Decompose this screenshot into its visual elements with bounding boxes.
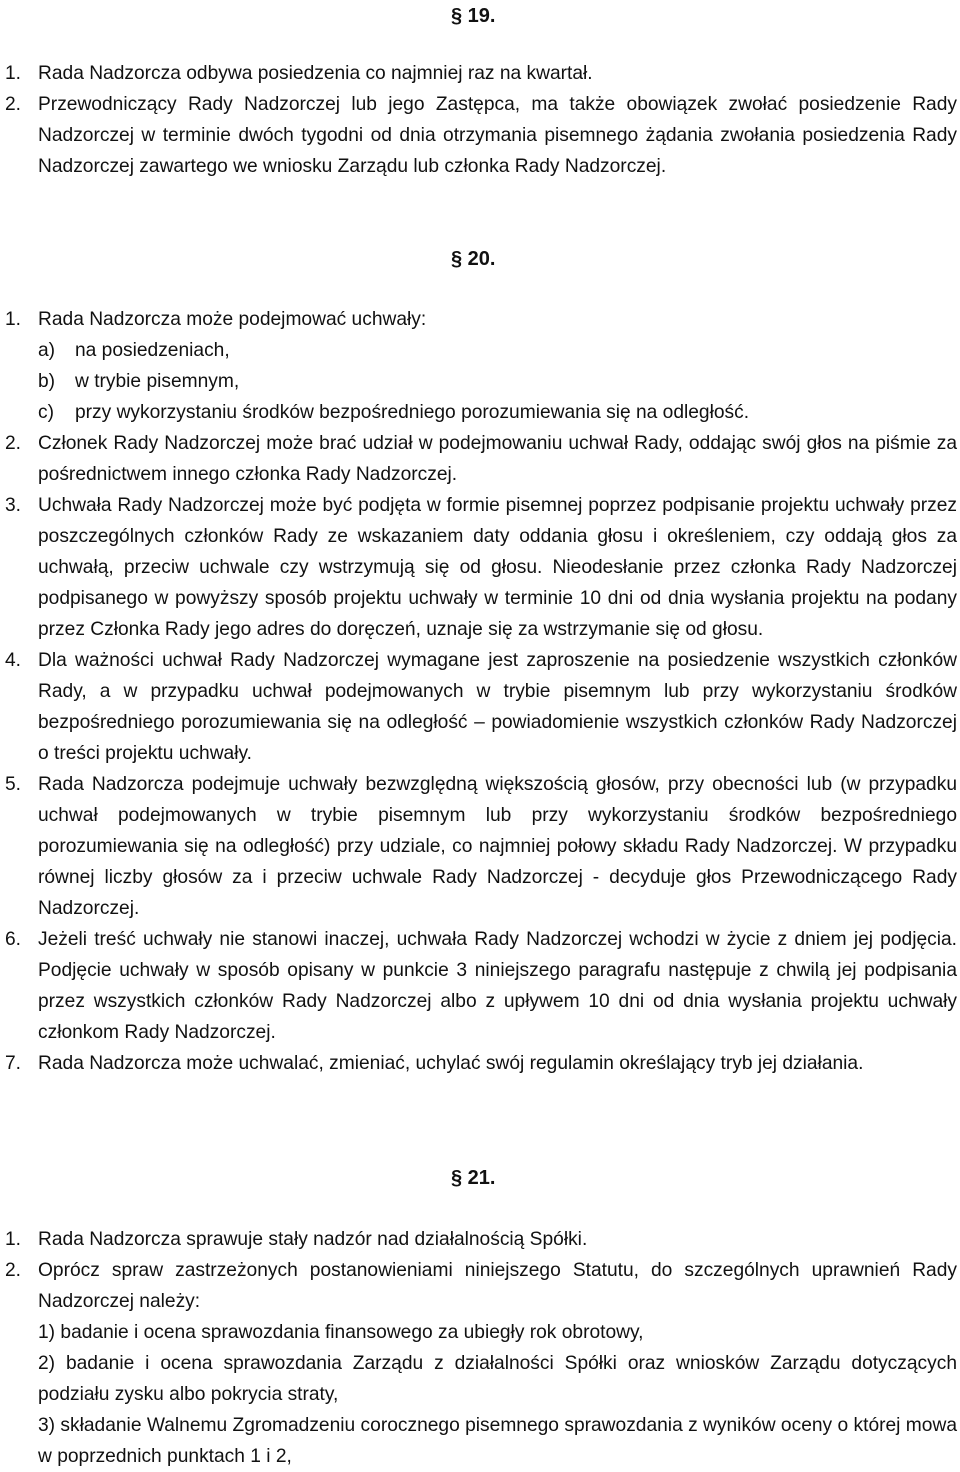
s20-item-6-number: 6. — [5, 929, 22, 950]
section-20-body — [5, 304, 957, 1079]
section-21-body — [5, 1224, 957, 1472]
s21-item-2 — [5, 1255, 957, 1317]
s21-item-2-number: 2. — [5, 1260, 22, 1281]
s21-point-3 — [5, 1410, 957, 1472]
s20-sub-c-text: przy wykorzystaniu środków bezpośredniego porozumiewania się na odległość. — [75, 402, 750, 423]
s20-sub-a — [5, 335, 957, 366]
s19-item-1 — [5, 58, 957, 89]
s19-item-1-text: Rada Nadzorcza odbywa posiedzenia co najmniej raz na kwartał. — [38, 63, 593, 84]
s20-item-5-text: Rada Nadzorcza podejmuje uchwały bezwzględną większością głosów, przy obecności lub (w przypadku uchwał podejmowanych w trybie pisemnym lub przy wykorzystaniu środków bezpośredniego porozumiewania się na odległość) przy udziale, co najmniej połowy składu Rady Nadzorczej. W przypadku równej liczby głosów za i przeciw uchwale Rady Nadzorczej - decyduje głos Przewodniczącego Rady Nadzorczej. — [38, 774, 957, 919]
s20-item-5 — [5, 769, 957, 924]
s21-point-2-text: 2) badanie i ocena sprawozdania Zarządu z działalności Spółki oraz wniosków Zarządu dotyczących podziału zysku albo pokrycia straty, — [38, 1353, 957, 1405]
s21-point-2 — [5, 1348, 957, 1410]
s19-item-1-number: 1. — [5, 63, 22, 84]
section-19-heading: § 19. — [451, 5, 496, 27]
s20-item-3-text: Uchwała Rady Nadzorczej może być podjęta w formie pisemnej poprzez podpisanie projektu uchwały przez poszczególnych członków Rady ze wskazaniem daty oddania głosu i określeniem, czy oddają głos za uchwałą, przeciw uchwale czy wstrzymują się od głosu. Nieodesłanie przez członka Rady Nadzorczej podpisanego w powyższy sposób projektu uchwały w terminie 10 dni od dnia wysłania projektu na podany przez Członka Rady jego adres do doręczeń, uznaje się za wstrzymanie się od głosu. — [38, 495, 957, 640]
section-20-heading: § 20. — [451, 248, 496, 270]
s20-item-2-number: 2. — [5, 433, 22, 454]
s21-point-3-text: 3) składanie Walnemu Zgromadzeniu corocznego pisemnego sprawozdania z wyników oceny o której mowa w poprzednich punktach 1 i 2, — [38, 1415, 957, 1467]
s20-sub-b-label: b) — [38, 371, 56, 392]
s20-item-3 — [5, 490, 957, 645]
s20-sub-c-label: c) — [38, 402, 54, 423]
s20-item-4-number: 4. — [5, 650, 22, 671]
s21-point-1-text: 1) badanie i ocena sprawozdania finansowego za ubiegły rok obrotowy, — [38, 1322, 644, 1343]
s20-item-6-text: Jeżeli treść uchwały nie stanowi inaczej, uchwała Rady Nadzorczej wchodzi w życie z dniem jej podjęcia. Podjęcie uchwały w sposób opisany w punkcie 3 niniejszego paragrafu następuje z chwilą jej podpisania przez wszystkich członków Rady Nadzorczej albo z upływem 10 dni od dnia wysłania projektu uchwały członkom Rady Nadzorczej. — [38, 929, 957, 1043]
s21-item-1 — [5, 1224, 957, 1255]
s20-item-2-text: Członek Rady Nadzorczej może brać udział w podejmowaniu uchwał Rady, oddając swój głos na piśmie za pośrednictwem innego członka Rady Nadzorczej. — [38, 433, 957, 485]
s20-item-7 — [5, 1048, 957, 1079]
s20-item-3-number: 3. — [5, 495, 22, 516]
s20-sub-c — [5, 397, 957, 428]
s20-sub-a-text: na posiedzeniach, — [75, 340, 230, 361]
s20-item-2 — [5, 428, 957, 490]
s21-item-1-text: Rada Nadzorcza sprawuje stały nadzór nad działalnością Spółki. — [38, 1229, 588, 1250]
s20-item-1-number: 1. — [5, 309, 22, 330]
s21-item-2-text: Oprócz spraw zastrzeżonych postanowieniami niniejszego Statutu, do szczególnych uprawnień Rady Nadzorczej należy: — [38, 1260, 957, 1312]
s20-item-7-number: 7. — [5, 1053, 22, 1074]
s20-sub-b — [5, 366, 957, 397]
section-21-heading: § 21. — [451, 1167, 496, 1189]
s20-item-7-text: Rada Nadzorcza może uchwalać, zmieniać, uchylać swój regulamin określający tryb jej działania. — [38, 1053, 864, 1074]
s20-sub-a-label: a) — [38, 340, 56, 361]
s21-point-1 — [5, 1317, 957, 1348]
s20-item-6 — [5, 924, 957, 1048]
s20-item-4 — [5, 645, 957, 769]
s20-item-5-number: 5. — [5, 774, 22, 795]
s21-item-1-number: 1. — [5, 1229, 22, 1250]
s20-item-4-text: Dla ważności uchwał Rady Nadzorczej wymagane jest zaproszenie na posiedzenie wszystkich członków Rady, a w przypadku uchwał podejmowanych w trybie pisemnym lub przy wykorzystaniu środków bezpośredniego porozumiewania się na odległość – powiadomienie wszystkich członków Rady Nadzorczej o treści projektu uchwały. — [38, 650, 957, 764]
s20-item-1 — [5, 304, 957, 335]
s19-item-2-number: 2. — [5, 94, 22, 115]
s20-item-1-text: Rada Nadzorcza może podejmować uchwały: — [38, 309, 427, 330]
s19-item-2 — [5, 89, 957, 182]
section-19-body — [5, 58, 957, 182]
s20-sub-b-text: w trybie pisemnym, — [75, 371, 240, 392]
s19-item-2-text: Przewodniczący Rady Nadzorczej lub jego Zastępca, ma także obowiązek zwołać posiedzenie Rady Nadzorczej w terminie dwóch tygodni od dnia otrzymania pisemnego żądania zwołania posiedzenia Rady Nadzorczej zawartego we wniosku Zarządu lub członka Rady Nadzorczej. — [38, 94, 957, 177]
